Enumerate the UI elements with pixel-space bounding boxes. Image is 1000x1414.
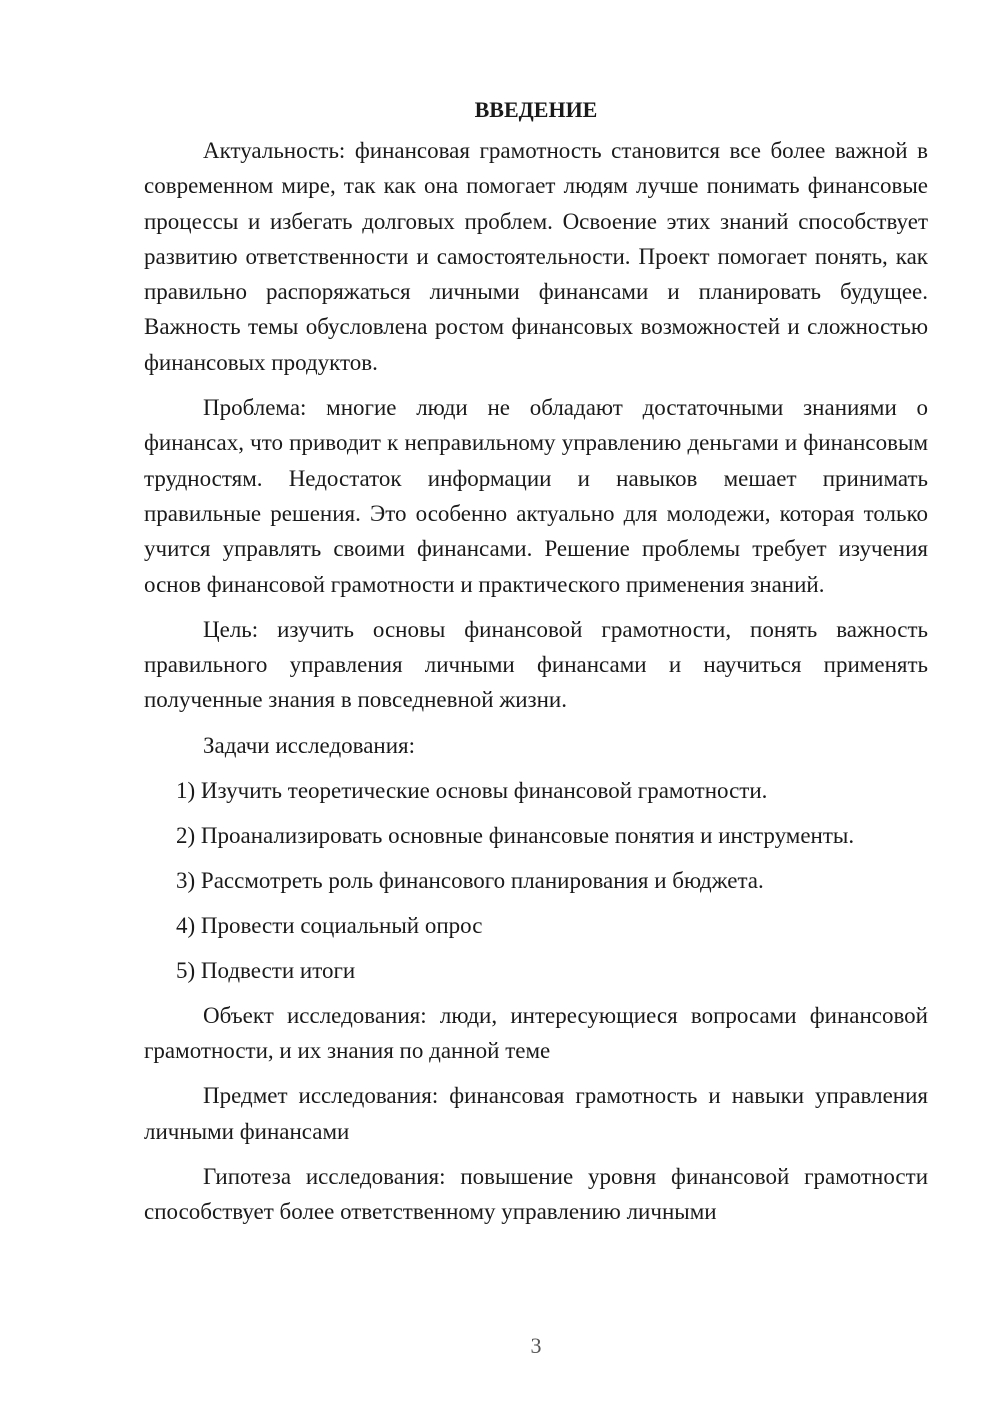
subject-paragraph: Предмет исследования: финансовая грамотность и навыки управления личными финансами [144, 1083, 928, 1144]
page-number: 3 [530, 1333, 542, 1358]
document-page [144, 92, 928, 1230]
hypothesis-paragraph: Гипотеза исследования: повышение уровня финансовой грамотности способствует более ответственному управлению личными [144, 1163, 928, 1225]
task-item: 3) Рассмотреть роль финансового планирования и бюджета. [176, 867, 764, 893]
problem-paragraph: Проблема: многие люди не обладают достаточными знаниями о финансах, что приводит к неправильному управлению деньгами и финансовым трудностям. Недостаток информации и навыков мешает принимать правильные решения. Это особенно актуально для молодежи, которая только учится управлять своими финансами. Решение проблемы требует изучения основ финансовой грамотности и практического применения знаний. [144, 395, 928, 597]
section-title: ВВЕДЕНИЕ [474, 97, 598, 122]
task-item: 2) Проанализировать основные финансовые понятия и инструменты. [176, 822, 855, 848]
task-item: 5) Подвести итоги [176, 957, 356, 983]
task-item: 4) Провести социальный опрос [176, 912, 483, 938]
goal-paragraph: Цель: изучить основы финансовой грамотности, понять важность правильного управления личными финансами и научиться применять полученные знания в повседневной жизни. [144, 616, 928, 713]
tasks-heading: Задачи исследования: [203, 732, 416, 758]
object-paragraph: Объект исследования: люди, интересующиеся вопросами финансовой грамотности, и их знания по данной теме [144, 1002, 928, 1064]
task-item: 1) Изучить теоретические основы финансовой грамотности. [176, 777, 768, 803]
relevance-paragraph: Актуальность: финансовая грамотность становится все более важной в современном мире, так как она помогает людям лучше понимать финансовые процессы и избегать долговых проблем. Освоение этих знаний способствует развитию ответственности и самостоятельности. Проект помогает понять, как правильно распоряжаться личными финансами и планировать будущее. Важность темы обусловлена ростом финансовых возможностей и сложностью финансовых продуктов. [144, 138, 928, 375]
